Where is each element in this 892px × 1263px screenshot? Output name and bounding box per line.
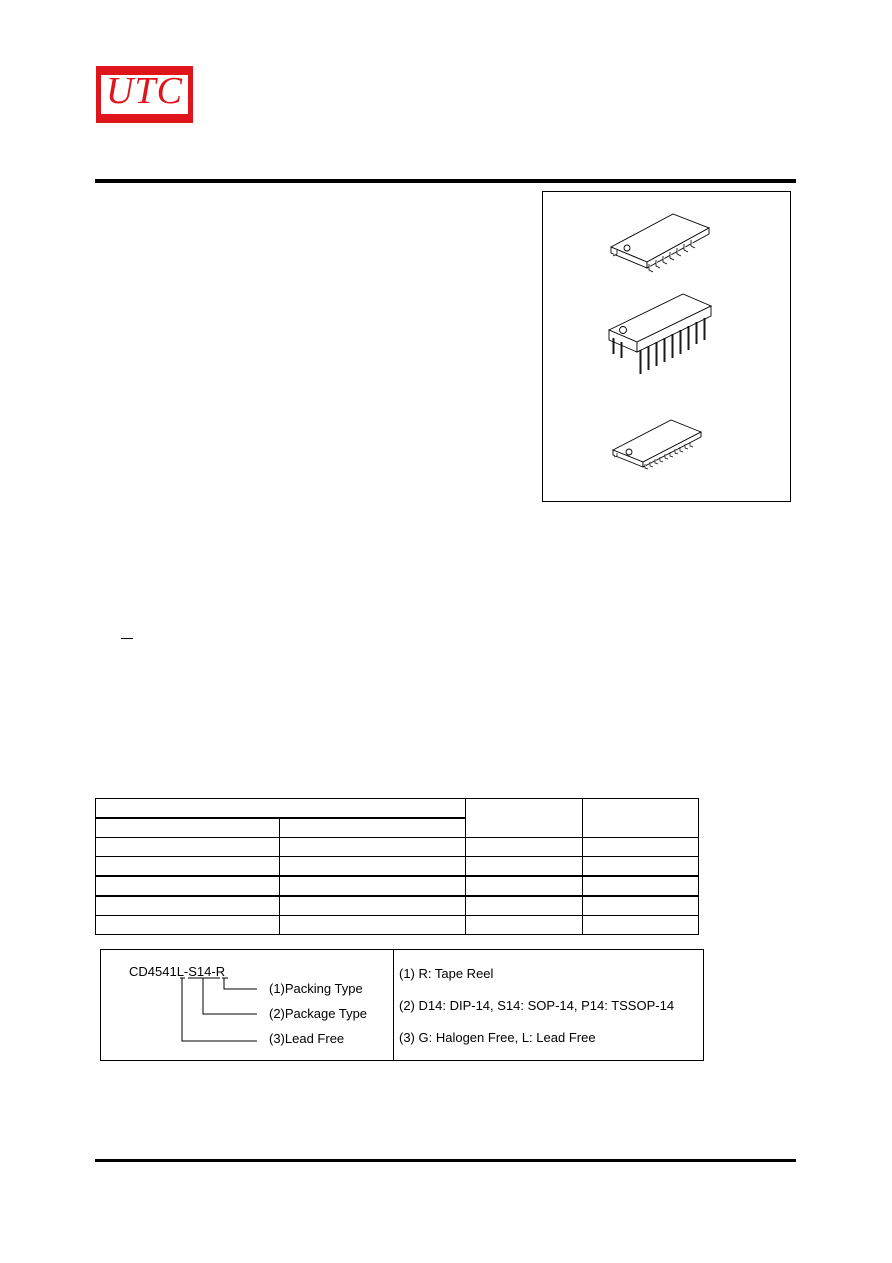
footer-rule bbox=[95, 1159, 796, 1162]
overbar-mark bbox=[121, 638, 133, 639]
table-header-cell bbox=[96, 799, 466, 819]
table-row bbox=[96, 896, 699, 916]
lead-free-leader bbox=[182, 978, 257, 1041]
table-cell bbox=[466, 916, 582, 935]
dip-14-package-icon bbox=[609, 294, 711, 374]
desc-packing-type: (1) R: Tape Reel bbox=[399, 966, 494, 981]
desc-package-type: (2) D14: DIP-14, S14: SOP-14, P14: TSSOP-14 bbox=[399, 998, 675, 1013]
marking-divider bbox=[393, 950, 394, 1060]
table-header-cell bbox=[582, 799, 698, 838]
legend-packing-type: (1)Packing Type bbox=[269, 981, 363, 996]
table-row bbox=[96, 916, 699, 935]
table-cell bbox=[280, 916, 466, 935]
table-cell bbox=[582, 916, 698, 935]
table-cell bbox=[280, 857, 466, 877]
table-row bbox=[96, 838, 699, 857]
table-cell bbox=[466, 857, 582, 877]
table-cell bbox=[582, 857, 698, 877]
header-rule bbox=[95, 179, 796, 183]
part-number-marking-box bbox=[100, 949, 704, 1061]
utc-logo bbox=[96, 66, 193, 123]
table-subheader-cell bbox=[96, 818, 280, 838]
table-cell bbox=[96, 896, 280, 916]
table-cell bbox=[280, 896, 466, 916]
table-cell bbox=[280, 876, 466, 896]
packing-type-leader bbox=[224, 978, 257, 989]
table-cell bbox=[96, 916, 280, 935]
table-cell bbox=[280, 838, 466, 857]
logo-text: UTC bbox=[106, 70, 183, 112]
table-cell bbox=[582, 876, 698, 896]
table-header-cell bbox=[466, 799, 582, 838]
legend-package-type: (2)Package Type bbox=[269, 1006, 368, 1021]
ordering-information-table bbox=[95, 798, 699, 935]
table-row bbox=[96, 857, 699, 877]
table-cell bbox=[466, 896, 582, 916]
legend-lead-free: (3)Lead Free bbox=[269, 1031, 345, 1046]
sop-14-package-icon bbox=[611, 214, 709, 272]
desc-lead-free: (3) G: Halogen Free, L: Lead Free bbox=[399, 1030, 596, 1045]
part-number: CD4541L-S14-R bbox=[129, 964, 226, 979]
table-cell bbox=[582, 838, 698, 857]
package-illustrations bbox=[543, 192, 792, 503]
table-row bbox=[96, 799, 699, 819]
table-row bbox=[96, 876, 699, 896]
tssop-14-package-icon bbox=[613, 420, 701, 469]
table-cell bbox=[96, 838, 280, 857]
table-cell bbox=[466, 838, 582, 857]
package-type-leader bbox=[203, 978, 257, 1014]
table-cell bbox=[96, 876, 280, 896]
table-subheader-cell bbox=[280, 818, 466, 838]
table-cell bbox=[466, 876, 582, 896]
package-illustrations-box bbox=[542, 191, 791, 502]
table-cell bbox=[96, 857, 280, 877]
table-cell bbox=[582, 896, 698, 916]
